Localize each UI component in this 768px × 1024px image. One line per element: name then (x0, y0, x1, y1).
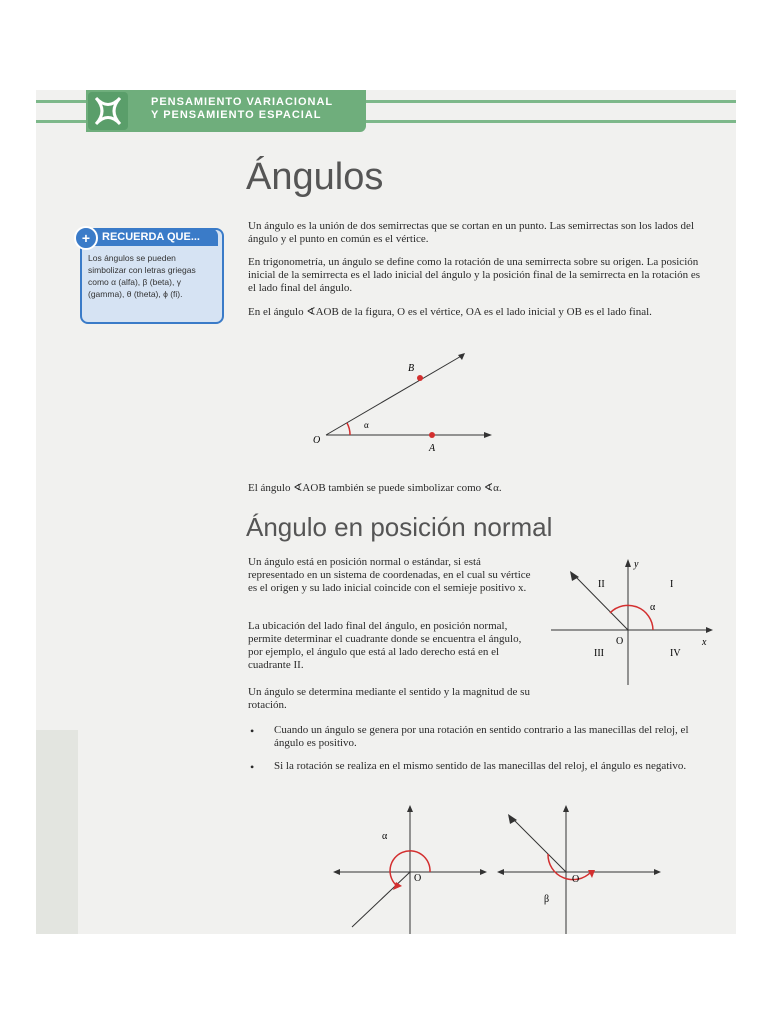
section-logo-icon (88, 92, 128, 130)
positive-angle-figure (330, 802, 495, 934)
plus-icon: + (74, 226, 98, 250)
axis-x-label: x (702, 637, 707, 648)
origin-label: O (616, 636, 624, 647)
intro-paragraph-1: Un ángulo es la unión de dos semirrectas que se cortan en un punto. Las semirrectas son los lados del ángulo y el punto en común es el vértice. (248, 220, 694, 245)
bullet-dot: • (250, 724, 255, 738)
label-a: A (429, 443, 436, 454)
quadrant-iv: IV (670, 648, 681, 659)
textbook-page (36, 90, 736, 934)
point-b (417, 375, 423, 381)
section-paragraph-2: La ubicación del lado final del ángulo, en posición normal, permite determinar el cuadrante donde se encuentra el ángulo, por ejemplo, el ángulo que está al lado derecho está en el cuadrante II. (248, 620, 522, 671)
header-line-2: Y PENSAMIENTO ESPACIAL (151, 109, 322, 121)
label-b: B (408, 363, 415, 374)
beta-label: β (544, 894, 550, 905)
origin-label: O (414, 873, 422, 884)
bullet-positive: Cuando un ángulo se genera por una rotación en sentido contrario a las manecillas del reloj, el ángulo es positivo. (274, 724, 689, 749)
section-paragraph-1: Un ángulo está en posición normal o estándar, si está representado en un sistema de coordenadas, en el cual su vértice es el origen y su lado inicial coincide con el semieje positivo x. (248, 556, 531, 594)
side-strip (36, 730, 78, 934)
section-title: Ángulo en posición normal (246, 512, 553, 542)
alpha-label: α (650, 602, 656, 613)
section-paragraph-3: Un ángulo se determina mediante el sentido y la magnitud de su rotación. (248, 686, 530, 711)
angle-figure-aob (306, 348, 506, 458)
note-paragraph: El ángulo ∢AOB también se puede simbolizar como ∢α. (248, 482, 502, 494)
quadrant-figure (546, 555, 726, 690)
recuerda-text: Los ángulos se pueden simbolizar con letras griegas como α (alfa), β (beta), γ (gamma), θ (theta), ϕ (fi). (88, 253, 196, 299)
header-line-1: PENSAMIENTO VARIACIONAL (151, 96, 334, 108)
axis-y-label: y (634, 559, 639, 570)
page-title: Ángulos (246, 156, 384, 198)
quadrant-ii: II (598, 579, 605, 590)
label-alpha: α (364, 420, 369, 430)
origin-label: O (572, 874, 580, 885)
section-header-text (151, 96, 333, 122)
quadrant-iii: III (594, 648, 604, 659)
recuerda-heading: RECUERDA QUE... (80, 228, 218, 246)
point-a (429, 432, 435, 438)
bullet-negative: Si la rotación se realiza en el mismo sentido de las manecillas del reloj, el ángulo es negativo. (274, 760, 687, 772)
alpha-label: α (382, 831, 388, 842)
bullet-dot: • (250, 760, 255, 774)
intro-paragraph-2: En trigonometría, un ángulo se define como la rotación de una semirrecta sobre su origen. La posición inicial de la semirrecta es el lado inicial del ángulo y la posición final de la semirrecta en la rotación es el lado final del ángulo. (248, 256, 701, 294)
intro-paragraph-3: En el ángulo ∢AOB de la figura, O es el vértice, OA es el lado inicial y OB es el lado final. (248, 306, 652, 318)
negative-angle-figure (494, 802, 669, 934)
label-o: O (313, 435, 321, 446)
quadrant-i: I (670, 579, 674, 590)
